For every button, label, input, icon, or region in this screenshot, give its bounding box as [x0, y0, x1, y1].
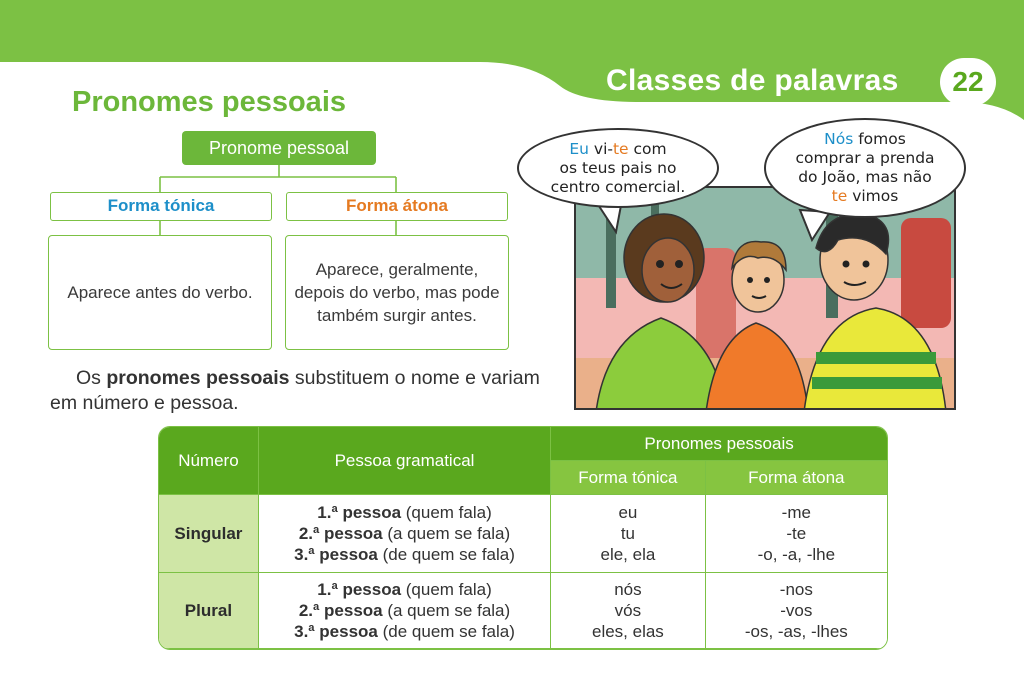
row-label-plural: Plural	[159, 573, 259, 649]
atonic-description: Aparece, geralmente, depois do verbo, mas pode também surgir antes.	[285, 235, 509, 350]
tonic-form-box: Forma tónica	[50, 192, 272, 221]
singular-tonic-forms: eu tu ele, ela	[551, 495, 705, 573]
header-forma-tonica: Forma tónica	[551, 461, 705, 495]
intro-bold-term: pronomes pessoais	[106, 367, 290, 389]
plural-atonic-forms: -nos -vos -os, -as, -lhes	[706, 573, 887, 649]
plural-tonic-forms: nós vós eles, elas	[551, 573, 705, 649]
page-number-badge: 22	[940, 58, 996, 106]
intro-paragraph: Os pronomes pessoais substituem o nome e variam em número e pessoa.	[50, 367, 540, 414]
header-pessoa: Pessoa gramatical	[259, 427, 551, 495]
header-pronomes: Pronomes pessoais	[551, 427, 887, 461]
plural-persons: 1.ª pessoa (quem fala) 2.ª pessoa (a quem se fala) 3.ª pessoa (de quem se fala)	[259, 573, 551, 649]
atonic-form-box: Forma átona	[286, 192, 508, 221]
row-label-singular: Singular	[159, 495, 259, 573]
section-title: Pronomes pessoais	[72, 86, 346, 118]
header-numero: Número	[159, 427, 259, 495]
tonic-description: Aparece antes do verbo.	[48, 235, 272, 350]
pronoun-table	[158, 426, 888, 650]
chapter-title: Classes de palavras	[606, 64, 899, 97]
singular-persons: 1.ª pessoa (quem fala) 2.ª pessoa (a quem se fala) 3.ª pessoa (de quem se fala)	[259, 495, 551, 573]
header-forma-atona: Forma átona	[706, 461, 887, 495]
pronoun-root-box: Pronome pessoal	[182, 131, 376, 165]
speech-bubble-left: Eu vi-te com os teus pais no centro comercial.	[517, 128, 719, 208]
singular-atonic-forms: -me -te -o, -a, -lhe	[706, 495, 887, 573]
speech-bubble-right: Nós fomos comprar a prenda do João, mas não te vimos	[764, 118, 966, 218]
